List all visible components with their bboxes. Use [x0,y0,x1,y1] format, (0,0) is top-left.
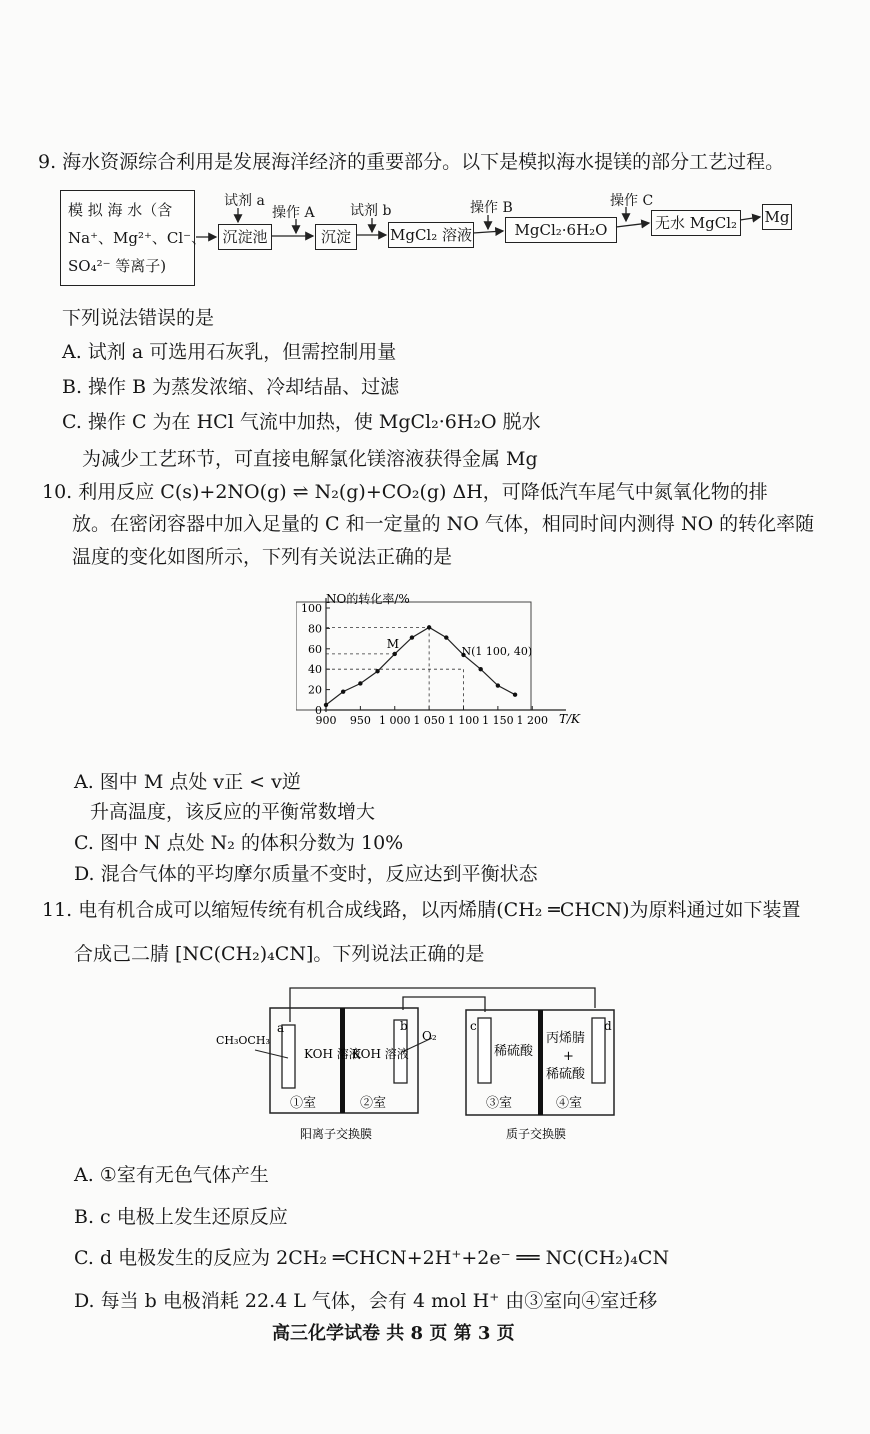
q11-option-c: C. d 电极发生的反应为 2CH₂ ═CHCN+2H⁺+2e⁻ ══ NC(CH₂)₄CN [74,1247,670,1269]
flow-tank-box: 沉淀池 [218,224,272,250]
data-point [513,693,517,697]
point-n-label: N(1 100, 40) [461,645,533,659]
proton-membrane [538,1010,543,1115]
q10-option-c: C. 图中 N 点处 N₂ 的体积分数为 10% [74,832,404,854]
flow-seawater-line3: SO₄²⁻ 等离子) [68,257,167,275]
acid-label: 稀硫酸 [494,1044,534,1059]
q9-option-d: 为减少工艺环节，可直接电解氯化镁溶液获得金属 Mg [82,448,538,470]
electrode-b-label: b [400,1019,408,1033]
q11-option-b: B. c 电极上发生还原反应 [74,1206,288,1228]
x-tick-label: 950 [349,714,371,727]
y-tick-label: 80 [308,622,322,636]
flow-mgcl2-solution-box: MgCl₂ 溶液 [388,222,474,248]
koh-solution-2: KOH 溶液 [352,1047,409,1061]
x-tick-label: 900 [315,714,337,727]
data-point [375,669,379,673]
data-point [496,683,500,687]
flow-arrows [0,0,870,300]
conversion-chart [296,592,596,737]
gas-right-label: O₂ [422,1029,437,1043]
x-tick-label: 1 150 [482,714,514,727]
flow-seawater-line2: Na⁺、Mg²⁺、Cl⁻、 [68,229,207,247]
y-tick-label: 40 [308,663,322,677]
flow-op-a: 操作 A [272,205,315,221]
q11-stem-line1: 11. 电有机合成可以缩短传统有机合成线路，以丙烯腈(CH₂ ═CHCN)为原料通过如下装置 [42,899,801,921]
y-tick-label: 20 [308,683,322,697]
data-point [410,635,414,639]
electrode-c-label: c [470,1019,477,1033]
q9-option-c: C. 操作 C 为在 HCl 气流中加热，使 MgCl₂·6H₂O 脱水 [62,411,541,433]
mix-line2: + [563,1049,574,1064]
data-point [427,625,431,629]
electrode-d-label: d [604,1019,612,1033]
y-tick-label: 100 [301,602,322,615]
electrode-a-label: a [277,1021,285,1035]
chart-ylabel: NO的转化率/% [326,592,410,606]
q10-stem-line1: 10. 利用反应 C(s)+2NO(g) ⇌ N₂(g)+CO₂(g) ΔH，可降低汽车尾气中氮氧化物的排 [42,481,768,503]
q9-option-a: A. 试剂 a 可选用石灰乳，但需控制用量 [62,341,397,363]
electrode-c [478,1018,491,1083]
data-point [393,652,397,656]
mix-line1: 丙烯腈 [546,1031,586,1046]
mix-line3: 稀硫酸 [546,1067,586,1082]
q9-question: 下列说法错误的是 [62,307,215,329]
electrolysis-device [200,980,630,1150]
flow-seawater-line1: 模 拟 海 水（含 [68,201,173,219]
chart-xlabel: T/K [559,712,581,726]
y-tick-label: 60 [308,642,322,656]
membrane-right-label: 质子交换膜 [506,1127,567,1141]
q9-option-b: B. 操作 B 为蒸发浓缩、冷却结晶、过滤 [62,376,400,398]
flow-hydrate-box: MgCl₂·6H₂O [505,217,617,243]
flow-reagent-b: 试剂 b [350,203,392,219]
conversion-curve [326,627,515,705]
room-2: ②室 [360,1096,387,1111]
data-point [324,703,328,707]
x-tick-label: 1 050 [413,714,445,727]
room-3: ③室 [486,1096,513,1111]
q11-option-d: D. 每当 b 电极消耗 22.4 L 气体，会有 4 mol H⁺ 由③室向④室迁移 [74,1290,658,1312]
q10-stem-line2: 放。在密闭容器中加入足量的 C 和一定量的 NO 气体，相同时间内测得 NO 的转化率随 [72,513,815,535]
data-point [444,635,448,639]
flow-op-b: 操作 B [470,200,513,216]
page-footer: 高三化学试卷 共 8 页 第 3 页 [272,1323,515,1344]
flow-op-c: 操作 C [610,193,654,209]
wire-outer [290,988,595,1022]
q11-option-a: A. ①室有无色气体产生 [74,1164,269,1186]
room-4: ④室 [556,1096,583,1111]
y-tick-label: 0 [315,704,322,717]
flow-reagent-a: 试剂 a [224,193,265,209]
data-point [341,689,345,693]
data-point [358,681,362,685]
x-tick-label: 1 000 [379,714,411,727]
q10-option-a: A. 图中 M 点处 v正 < v逆 [74,771,301,793]
flow-precipitate-box: 沉淀 [315,224,357,250]
q10-stem-line3: 温度的变化如图所示，下列有关说法正确的是 [72,546,453,568]
q10-option-d: D. 混合气体的平均摩尔质量不变时，反应达到平衡状态 [74,863,538,885]
flow-mg-box: Mg [762,204,792,230]
koh-solution-1: KOH 溶液 [304,1047,361,1061]
membrane-left-label: 阳离子交换膜 [300,1127,373,1141]
x-tick-label: 1 100 [447,714,480,727]
q11-stem-line2: 合成己二腈 [NC(CH₂)₄CN]。下列说法正确的是 [74,943,485,965]
q10-option-b: 升高温度，该反应的平衡常数增大 [90,801,376,823]
point-m-label: M [386,636,400,651]
x-tick-label: 1 200 [516,714,548,727]
room-1: ①室 [290,1096,317,1111]
flow-anhydrous-box: 无水 MgCl₂ [651,210,741,236]
data-point [478,667,482,671]
q9-stem: 9. 海水资源综合利用是发展海洋经济的重要部分。以下是模拟海水提镁的部分工艺过程。 [38,151,785,173]
gas-left-label: CH₃OCH₃ [216,1034,270,1047]
